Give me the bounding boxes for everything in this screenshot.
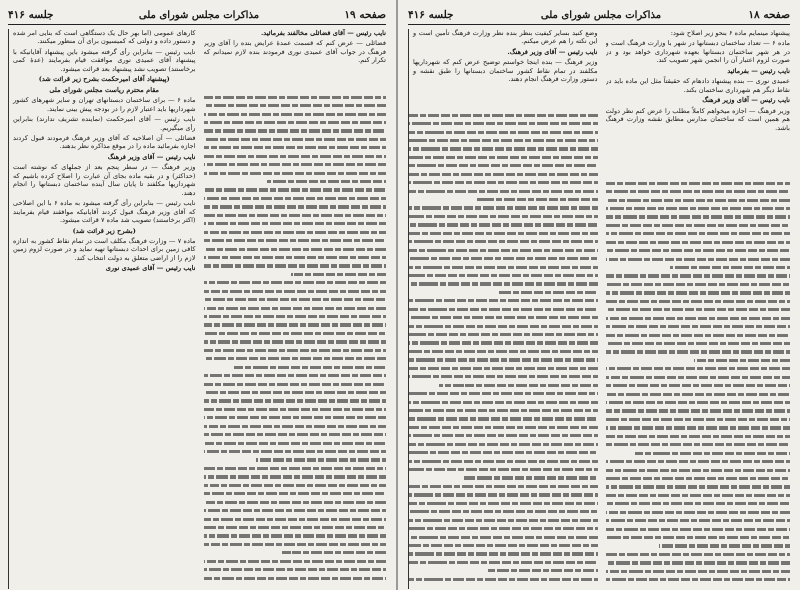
text-line: [606, 297, 791, 305]
text-line: [606, 314, 791, 322]
text-line: [409, 440, 598, 448]
text-line: [606, 550, 791, 558]
text-line: [606, 322, 791, 330]
paragraph: وضع کنید بسایر کیفیت بنظر بنده نظر وزارت فرهنگ تأمین است و این نکته را هم عرض میکنم.: [413, 29, 598, 46]
text-line: [204, 456, 387, 464]
text-line: [409, 322, 598, 330]
text-line: [409, 508, 598, 516]
text-line: [204, 93, 387, 101]
text-line: [204, 194, 387, 202]
paragraph: ماده ۶ — برای ساختمان دبستانهای تهران و سایر شهرهای کشور شهرداریها باید اعتبار لازم را در بودجه پیش بینی نمایند.: [13, 96, 196, 113]
text-line: [204, 355, 387, 363]
text-line: [606, 187, 791, 195]
text-line: [409, 212, 598, 220]
body-text-lines: [409, 111, 598, 589]
text-line: [409, 491, 598, 499]
text-line: [606, 306, 791, 314]
paragraph: فضائلی — عرض کنم که قسمت عمدهٔ عرایض بنده را آقای وزیر فرهنگ در جواب آقای عمیدی نوری فرمودند بنده لازم نمیدانم که تکرار کنم.: [203, 39, 386, 65]
left-page-left-column: [8, 29, 196, 589]
text-line: [606, 339, 791, 347]
text-line: [204, 236, 387, 244]
text-line: [204, 346, 387, 354]
left-page-columns: [8, 29, 386, 589]
text-line: [606, 179, 791, 187]
text-line: [409, 170, 598, 178]
text-line: [409, 330, 598, 338]
text-line: [204, 220, 387, 228]
text-line: [606, 280, 791, 288]
text-line: [606, 289, 791, 297]
text-line: [606, 365, 791, 373]
body-text-lines: [204, 93, 387, 589]
text-line: [606, 204, 791, 212]
text-line: [204, 574, 387, 582]
text-line: [606, 576, 791, 584]
text-line: [204, 135, 387, 143]
right-page-header: [408, 6, 790, 25]
text-line: [204, 127, 387, 135]
text-line: [409, 533, 598, 541]
text-line: [606, 398, 791, 406]
text-line: [606, 263, 791, 271]
paragraph: نایب رئیس — آقای عمیدی نوری: [105, 264, 196, 273]
text-line: [204, 329, 387, 337]
text-line: [606, 483, 791, 491]
text-line: [606, 533, 791, 541]
text-line: [204, 371, 387, 379]
text-line: [606, 348, 791, 356]
paragraph: ماده ۶ — تعداد ساختمان دبستانها در شهر با وزارت فرهنگ است و در هر شهر ساختمان دبستانها بعهده شهرداری خواهد بود و در صورت لزوم اعتبار آن را انجمن شهر تصویب کند.: [605, 39, 790, 65]
text-line: [409, 187, 598, 195]
text-line: [204, 515, 387, 523]
text-line: [606, 415, 791, 423]
text-line: [409, 246, 598, 254]
paragraph: نایب رئیس — آقای وزیر فرهنگ.: [507, 47, 598, 56]
text-line: [409, 356, 598, 364]
paragraph: فضائلی — آن اصلاحیه که آقای وزیر فرهنگ فرمودند قبول کردند اجازه بفرمائید ماده را در موقع مذاکره نظر بدهند.: [13, 133, 196, 151]
left-volume-label: جلسه ۴۱۶: [8, 9, 54, 21]
text-line: [409, 482, 598, 490]
left-page-header: [8, 6, 386, 25]
text-line: [204, 186, 387, 194]
text-line: [606, 255, 791, 263]
text-line: [204, 431, 387, 439]
text-line: [204, 312, 387, 320]
text-line: [606, 407, 791, 415]
text-line: [204, 447, 387, 455]
right-page-title: مذاکرات مجلس شورای ملی: [540, 9, 662, 21]
paragraph: کارهای عمومی (اما بهر حال یک دستگاهی است که بنایی امر شده و دستور داده و دولتی که کمیسیون برای آن منظور میکنند.: [13, 29, 196, 46]
text-line: [409, 423, 598, 431]
text-line: [204, 506, 387, 514]
right-page-right-column: [606, 29, 791, 589]
text-line: [409, 263, 598, 271]
text-line: [409, 254, 598, 262]
text-line: [606, 382, 791, 390]
text-line: [606, 331, 791, 339]
text-line: [409, 474, 598, 482]
text-line: [204, 279, 387, 287]
text-line: [409, 516, 598, 524]
text-line: [409, 499, 598, 507]
text-line: [409, 111, 598, 119]
text-line: [409, 339, 598, 347]
text-line: [409, 305, 598, 313]
text-line: [409, 550, 598, 558]
right-page: [398, 0, 800, 590]
text-line: [204, 144, 387, 152]
text-line: [204, 177, 387, 185]
left-page-right-column: [204, 29, 387, 589]
text-line: [204, 481, 387, 489]
text-line: [204, 363, 387, 371]
text-line: [606, 559, 791, 567]
text-line: [409, 364, 598, 372]
text-line: [409, 449, 598, 457]
left-page-label: صفحه ۱۹: [344, 9, 386, 21]
text-line: [409, 271, 598, 279]
text-line: [409, 398, 598, 406]
text-line: [204, 270, 387, 278]
text-line: [409, 314, 598, 322]
paragraph: نایب رئیس — آقای وزیر فرهنگ: [107, 152, 196, 161]
text-line: [409, 136, 598, 144]
text-line: [606, 272, 791, 280]
text-line: [409, 575, 598, 583]
text-line: [204, 549, 387, 557]
text-line: [204, 296, 387, 304]
text-line: [409, 406, 598, 414]
text-line: [409, 457, 598, 465]
text-line: [204, 397, 387, 405]
text-line: [409, 179, 598, 187]
paragraph: نایب رئیس — بنابراین رأی گرفته میشود باین پیشنهاد آقایانیکه با پیشنهاد آقای عمیدی نوری موافقت قیام بفرمایند (عدهٔ کمی برخاستند) تصویب نشد پیشنهاد بعد قرائت میشود.: [13, 47, 196, 73]
text-line: [204, 388, 387, 396]
paragraph: نایب رئیس — بفرمائید: [727, 66, 790, 75]
paragraph: عمیدی نوری — بنده پیشنهاد دادهام که حقیقتاً مثل این ماده باید در نقاط دیگر هم شهرداری ساختمان بکند.: [605, 77, 790, 94]
text-line: [204, 228, 387, 236]
text-line: [204, 532, 387, 540]
right-page-columns: [408, 29, 790, 589]
text-line: [204, 152, 387, 160]
text-line: [409, 373, 598, 381]
text-line: [606, 441, 791, 449]
text-line: [204, 498, 387, 506]
paragraph: ماده ۷ — وزارت فرهنگ مکلف است در تمام نقاط کشور به اندازه کافی زمین برای احداث دبستانها تهیه نماید و در صورت لزوم زمین لازم را از اراضی متعلق به دولت انتخاب کند.: [13, 236, 196, 262]
text-line: [409, 288, 598, 296]
text-line: [409, 119, 598, 127]
text-line: [606, 491, 791, 499]
text-line: [204, 304, 387, 312]
paragraph: مقام محترم ریاست مجلس شورای ملی: [49, 85, 160, 94]
text-line: [409, 415, 598, 423]
text-line: [409, 153, 598, 161]
text-line: [204, 161, 387, 169]
paragraph: (پیشنهاد آقای امیرحکمت بشرح زیر قرائت شد): [38, 75, 170, 84]
text-line: [204, 287, 387, 295]
text-line: [606, 221, 791, 229]
text-line: [606, 466, 791, 474]
text-line: [606, 424, 791, 432]
text-line: [204, 211, 387, 219]
text-line: [606, 542, 791, 550]
text-line: [409, 347, 598, 355]
paragraph: نایب رئیس — آقای امیرحکمت (نماینده تشریف ندارند) بنابراین رأی میگیریم.: [13, 115, 196, 132]
text-line: [409, 145, 598, 153]
text-line: [204, 380, 387, 388]
paragraph: نایب رئیس — آقای وزیر فرهنگ: [702, 96, 790, 105]
text-line: [204, 490, 387, 498]
text-line: [204, 523, 387, 531]
text-line: [204, 262, 387, 270]
text-line: [409, 204, 598, 212]
body-text-lines: [606, 179, 791, 589]
text-line: [409, 558, 598, 566]
text-line: [409, 128, 598, 136]
text-line: [204, 439, 387, 447]
paragraph: وزیر فرهنگ — اجازه میخواهم کاملاً مطلب را عرض کنم نظر دولت هم همین است که ساختمان مدارس مطابق نقشه وزارت فرهنگ باشد.: [605, 106, 790, 132]
paragraph: نایب رئیس — بنابراین رأی گرفته میشود به ماده ۶ با این اصلاحی که آقای وزیر فرهنگ قبول کردند آقایانیکه موافقند قیام بفرمایند (اکثر برخاستند) تصویب شد ماده ۷ قرائت میشود.: [13, 199, 196, 225]
text-line: [204, 414, 387, 422]
text-line: [606, 457, 791, 465]
text-line: [409, 432, 598, 440]
text-line: [606, 567, 791, 575]
text-line: [409, 389, 598, 397]
text-line: [204, 321, 387, 329]
text-line: [204, 422, 387, 430]
paragraph: وزیر فرهنگ — بنده اینجا خواستم توضیح عرض کنم که شهرداریها مکلفند در تمام نقاط کشور ساختمان دبستانها را طبق نقشه و دستور وزارت فرهنگ انجام دهند.: [413, 58, 598, 84]
text-line: [204, 473, 387, 481]
text-line: [204, 101, 387, 109]
text-line: [204, 405, 387, 413]
text-line: [606, 508, 791, 516]
right-volume-label: جلسه ۴۱۶: [408, 9, 454, 21]
text-line: [409, 465, 598, 473]
text-line: [409, 195, 598, 203]
right-page-label: صفحه ۱۸: [748, 9, 790, 21]
text-line: [606, 432, 791, 440]
text-line: [606, 247, 791, 255]
left-page: [0, 0, 398, 590]
left-page-title: مذاکرات مجلس شورای ملی: [138, 9, 260, 21]
text-line: [606, 230, 791, 238]
text-line: [606, 500, 791, 508]
text-line: [606, 474, 791, 482]
text-line: [204, 464, 387, 472]
paragraph: (بشرح زیر قرائت شد): [72, 226, 136, 235]
text-line: [409, 238, 598, 246]
text-line: [409, 567, 598, 575]
text-line: [409, 162, 598, 170]
text-line: [204, 253, 387, 261]
text-line: [606, 390, 791, 398]
right-page-left-column: [408, 29, 598, 589]
text-line: [409, 221, 598, 229]
text-line: [409, 280, 598, 288]
text-line: [204, 169, 387, 177]
text-line: [409, 297, 598, 305]
text-line: [606, 196, 791, 204]
paragraph: وزیر فرهنگ — در سطر پنجم بعد از جملهای که نوشته است (حداکثر) و در بقیه ماده بجای آن عبارت را اصلاح کرده باشیم که شهرداریها مکلفند تا پایان سال آینده ساختمان دبستانها را انجام دهند.: [13, 163, 196, 197]
text-line: [606, 449, 791, 457]
text-line: [204, 245, 387, 253]
text-line: [204, 566, 387, 574]
text-line: [606, 517, 791, 525]
text-line: [409, 541, 598, 549]
text-line: [606, 238, 791, 246]
text-line: [204, 557, 387, 565]
paragraph: پیشنهاد مینمایم ماده ۶ بنحو زیر اصلاح شود:: [670, 29, 790, 37]
text-line: [606, 356, 791, 364]
text-line: [204, 540, 387, 548]
paragraph: نایب رئیس — آقای فضائلی مخالفند بفرمائید.: [260, 29, 386, 37]
text-line: [606, 525, 791, 533]
text-line: [204, 203, 387, 211]
text-line: [204, 338, 387, 346]
text-line: [204, 118, 387, 126]
text-line: [409, 524, 598, 532]
text-line: [409, 229, 598, 237]
text-line: [204, 110, 387, 118]
text-line: [606, 213, 791, 221]
text-line: [606, 373, 791, 381]
text-line: [409, 381, 598, 389]
